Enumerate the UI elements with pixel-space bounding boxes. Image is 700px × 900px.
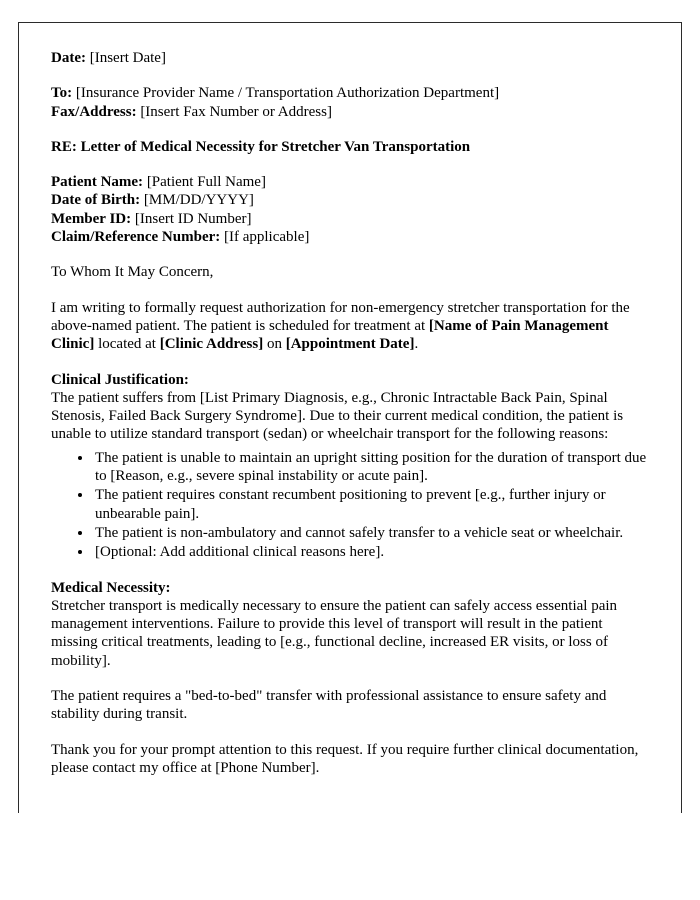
clinic-name-placeholder: [Name of Pain Management Clinic] [51,317,609,353]
clinical-justification-body: The patient suffers from [List Primary Diagnosis, e.g., Chronic Intractable Back Pain, Spinal Stenosis, Failed Back Surgery Syndrome]. Due to their current medical condition, the patient is unable to utilize standard transport (sedan) or wheelchair transport for the following reasons: [51,389,624,443]
date-of-birth-value: [MM/DD/YYYY] [140,192,254,209]
patient-info-block [51,173,648,246]
clinic-address-placeholder: [Clinic Address] [159,336,264,353]
intro-text: I am writing to formally request authorization for non-emergency stretcher transportation for the above-named patient. The patient is scheduled for treatment at [51,299,630,334]
clinical-justification-heading: Clinical Justification: [51,371,189,388]
date-line [51,49,648,67]
medical-necessity-body: Stretcher transport is medically necessary to ensure the patient can safely access essential pain management interventions. Failure to provide this level of transport will result in the patient missing critical treatments, leading to [e.g., functional decline, increased ER visits, or loss of mobility]. [51,597,618,669]
date-of-birth-label: Date of Birth: [51,192,141,209]
member-id-line [51,210,648,228]
fax-line [51,103,648,121]
medical-necessity-section [51,579,648,670]
closing-paragraph: Thank you for your prompt attention to this request. If you require further clinical documentation, please contact my office at [Phone Number]. [51,741,639,776]
appointment-date-placeholder: [Appointment Date] [285,336,415,353]
member-id-label: Member ID: [51,210,132,227]
fax-label: Fax/Address: [51,103,137,120]
list-item: • The patient is non-ambulatory and cannot safely transfer to a vehicle seat or wheelchair. [93,524,648,542]
recipient-block [51,84,648,121]
list-item: • The patient is unable to maintain an upright sitting position for the duration of transport due to [Reason, e.g., severe spinal instability or acute pain]. [93,449,648,486]
claim-number-label: Claim/Reference Number: [51,229,221,246]
salutation: To Whom It May Concern, [51,264,214,281]
list-item: • The patient requires constant recumbent positioning to prevent [e.g., further injury or unbearable pain]. [93,486,648,523]
subject-line: RE: Letter of Medical Necessity for Stretcher Van Transportation [51,138,471,155]
date-value: [Insert Date] [85,50,166,66]
to-value: [Insurance Provider Name / Transportation Authorization Department] [72,85,500,102]
claim-number-value: [If applicable] [220,229,310,246]
member-id-value: [Insert ID Number] [131,210,252,227]
letter-document [18,22,682,813]
intro-text: on [263,336,286,353]
to-label: To: [51,85,73,102]
patient-name-value: [Patient Full Name] [143,174,266,191]
intro-paragraph [51,299,648,354]
date-of-birth-line [51,191,648,209]
intro-text: . [414,336,419,353]
clinical-reasons-list [51,449,648,562]
claim-number-line [51,228,648,246]
to-line [51,84,648,102]
medical-necessity-heading: Medical Necessity: [51,579,171,596]
intro-text: located at [94,336,160,353]
patient-name-label: Patient Name: [51,174,144,191]
transfer-paragraph: The patient requires a "bed-to-bed" transfer with professional assistance to ensure safety and stability during transit. [51,688,607,723]
fax-value: [Insert Fax Number or Address] [136,103,332,120]
clinical-justification-section [51,371,648,444]
list-item: • [Optional: Add additional clinical reasons here]. [93,543,648,561]
patient-name-line [51,173,648,191]
date-label: Date: [51,50,86,66]
